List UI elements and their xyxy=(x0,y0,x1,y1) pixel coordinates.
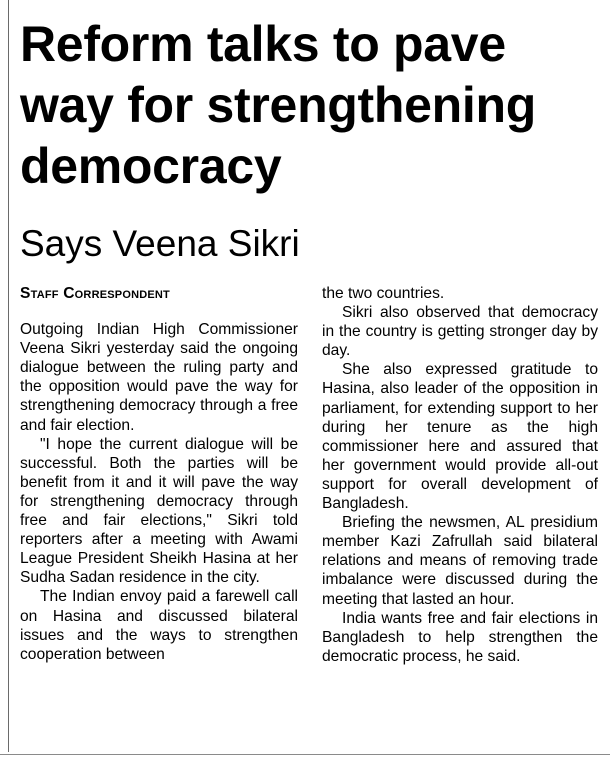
article-paragraph: Briefing the newsmen, AL presidium member Kazi Zafrullah said bilateral relations and means of removing trade imbalance were discussed during the meeting that lasted an hour. xyxy=(322,514,598,608)
article-paragraph: The Indian envoy paid a farewell call on Hasina and discussed bilateral issues and the ways to strengthen cooperation between xyxy=(20,588,298,663)
article-paragraph: She also expressed gratitude to Hasina, also leader of the opposition in parliament, for extending support to her during her tenure as the high commissioner here and assured that her government would provide all-out support for overall development of Bangladesh. xyxy=(322,361,598,513)
article-paragraph: Outgoing Indian High Commissioner Veena Sikri yesterday said the ongoing dialogue between the ruling party and the opposition would pave the way for strengthening democracy through a free and fair election. xyxy=(20,321,298,434)
article-column-left xyxy=(20,284,298,664)
article-paragraph: Sikri also observed that democracy in the country is getting stronger day by day. xyxy=(322,304,598,360)
left-column-rule xyxy=(8,0,9,752)
bottom-rule xyxy=(0,754,610,755)
article-paragraph-continued: the two countries. xyxy=(322,285,445,302)
article-subheadline: Says Veena Sikri xyxy=(20,223,300,264)
article-column-right xyxy=(322,284,598,666)
article-headline: Reform talks to pave way for strengthening democracy xyxy=(20,16,536,194)
article-paragraph: India wants free and fair elections in Bangladesh to help strengthen the democratic process, he said. xyxy=(322,609,598,665)
article-byline: Staff Correspondent xyxy=(20,285,170,302)
article-paragraph: "I hope the current dialogue will be successful. Both the parties will be benefit from it and it will pave the way for strengthening democracy through free and fair elections," Sikri told reporters after a meeting with Awami League President Sheikh Hasina at her Sudha Sadan residence in the city. xyxy=(20,435,298,587)
